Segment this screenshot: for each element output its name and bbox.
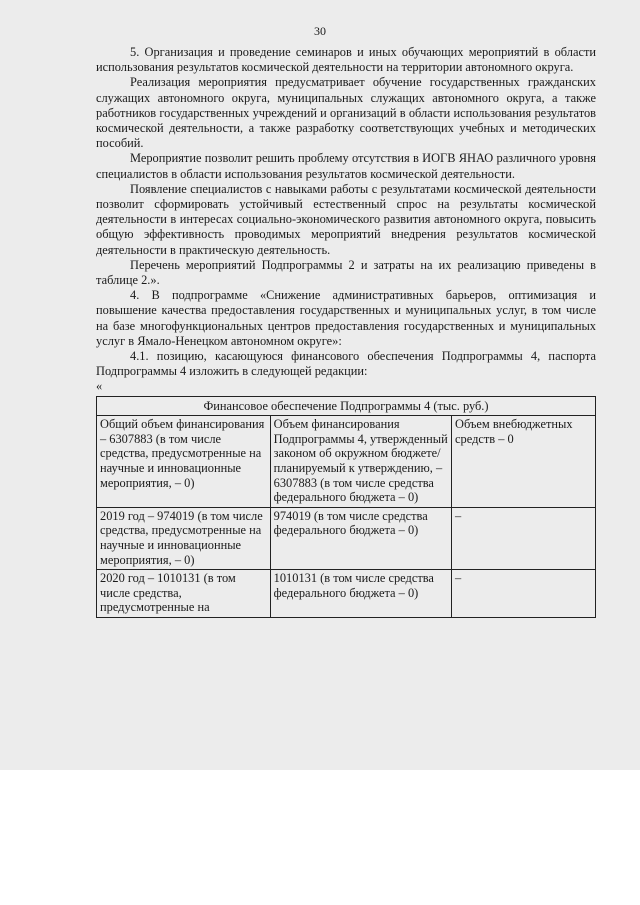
table-cell: 974019 (в том числе средства федерального бюджета – 0) [270,507,451,569]
table-cell: Объем финансирования Подпрограммы 4, утвержденный законом об окружном бюджете/планируемый к утверждению, – 6307883 (в том числе средства федерального бюджета – 0) [270,416,451,508]
table-cell: 1010131 (в том числе средства федерального бюджета – 0) [270,570,451,618]
page-number: 30 [314,24,326,38]
table-cell: 2020 год – 1010131 (в том числе средства, предусмотренные на [97,570,271,618]
paragraph-problem: Мероприятие позволит решить проблему отсутствия в ИОГВ ЯНАО различного уровня специалистов в области использования результатов космической деятельности. [96,151,596,181]
table-header-row [97,396,596,416]
paragraph-list: Перечень мероприятий Подпрограммы 2 и затраты на их реализацию приведены в таблице 2.». [96,257,596,288]
page-margin [0,770,640,905]
table-cell: – [452,570,596,618]
table-row [97,416,596,508]
table-row [97,507,596,569]
financing-table [96,396,596,618]
paragraph-4-1: 4.1. позицию, касающуюся финансового обеспечения Подпрограммы 4, паспорта Подпрограммы 4 изложить в следующей редакции: [96,349,596,379]
table-header: Финансовое обеспечение Подпрограммы 4 (тыс. руб.) [97,396,596,416]
paragraph-item-5: 5. Организация и проведение семинаров и иных обучающих мероприятий в области использования результатов космической деятельности на территории автономного округа. [96,45,596,75]
table-cell: 2019 год – 974019 (в том числе средства, предусмотренные на научные и инновационные мероприятия, – 0) [97,507,271,569]
paragraph-realization: Реализация мероприятия предусматривает обучение государственных гражданских служащих автономного округа, муниципальных служащих автономного округа, а также работников государственных учреждений и организаций в области использования результатов космической деятельности, а также разработку соответствующих учебных и методических пособий. [96,75,596,151]
table-cell: Общий объем финансирования – 6307883 (в том числе средства, предусмотренные на научные и инновационные мероприятия, – 0) [97,416,271,508]
table-cell: – [452,507,596,569]
table-row [97,570,596,618]
paragraph-subprogram-4: 4. В подпрограмме «Снижение административных барьеров, оптимизация и повышение качества предоставления государственных и муниципальных услуг, в том числе на базе многофункциональных центров предоставления государственных и муниципальных услуг в Ямало-Ненецком автономном округе»: [96,288,596,348]
document-body [96,45,596,618]
paragraph-specialists: Появление специалистов с навыками работы с результатами космической деятельности позволит сформировать устойчивый естественный спрос на результаты космической деятельности в интересах социально-экономического развития автономного округа, повысить общую эффективность проводимых мероприятий внедрения результатов космической деятельности в практическую деятельность. [96,181,596,257]
opening-quote: « [96,379,103,394]
table-cell: Объем внебюджетных средств – 0 [452,416,596,508]
